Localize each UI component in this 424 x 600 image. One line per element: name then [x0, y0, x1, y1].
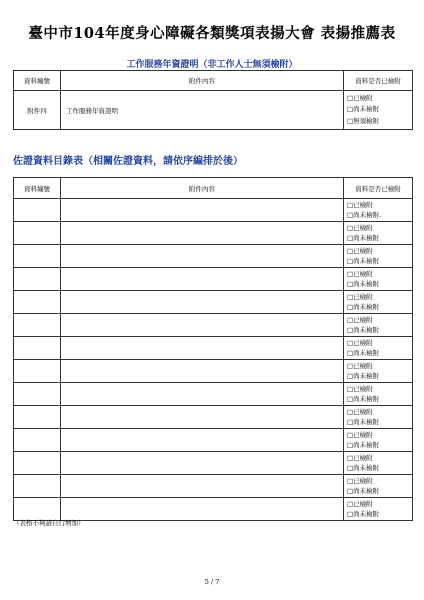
evidence-id-cell[interactable]	[14, 337, 61, 360]
table-row	[14, 245, 413, 268]
section-work-proof-title: 工作服務年資證明（非工作人士無須檢附）	[126, 60, 298, 70]
table-row	[14, 337, 413, 360]
evidence-content-cell[interactable]	[61, 268, 344, 291]
evidence-content-cell[interactable]	[61, 360, 344, 383]
evidence-content-cell[interactable]	[61, 429, 344, 452]
checkbox-not-attached[interactable]: □尚未檢附	[347, 418, 380, 426]
evidence-checks	[344, 452, 413, 475]
table-row	[14, 91, 413, 130]
evidence-id-cell[interactable]	[14, 360, 61, 383]
evidence-id-cell[interactable]	[14, 406, 61, 429]
header-id: 資料編號	[14, 71, 61, 91]
evidence-id-cell[interactable]	[14, 245, 61, 268]
attachment-content: 工作服務年資證明	[61, 91, 344, 130]
evidence-table	[13, 177, 413, 521]
evidence-checks	[344, 268, 413, 291]
checkbox-not-attached[interactable]: □尚未檢附	[347, 257, 380, 265]
header-content: 附件內容	[61, 178, 344, 199]
evidence-content-cell[interactable]	[61, 291, 344, 314]
checkbox-not-attached[interactable]: □尚未檢附	[347, 372, 380, 380]
page-title: 臺中市104年度身心障礙各類獎項表揚大會 表揚推薦表	[28, 25, 396, 42]
table-row	[14, 314, 413, 337]
evidence-id-cell[interactable]	[14, 268, 61, 291]
checkbox-attached[interactable]: □已檢附	[347, 292, 373, 301]
evidence-checks	[344, 245, 413, 268]
evidence-content-cell[interactable]	[61, 337, 344, 360]
checkbox-attached[interactable]: □已檢附	[347, 361, 373, 370]
evidence-checks	[344, 475, 413, 498]
evidence-content-cell[interactable]	[61, 314, 344, 337]
evidence-content-cell[interactable]	[61, 475, 344, 498]
table-row	[14, 383, 413, 406]
table-row	[14, 452, 413, 475]
table-row	[14, 291, 413, 314]
checkbox-not-attached[interactable]: □尚未檢附	[347, 326, 380, 334]
table-row	[14, 475, 413, 498]
evidence-checks	[344, 199, 413, 222]
evidence-id-cell[interactable]	[14, 222, 61, 245]
evidence-id-cell[interactable]	[14, 429, 61, 452]
table-row	[14, 199, 413, 222]
checkbox-not-required[interactable]: □無須檢附	[347, 116, 380, 125]
evidence-content-cell[interactable]	[61, 383, 344, 406]
checkbox-not-attached[interactable]: □尚未檢附	[347, 105, 380, 114]
checkbox-attached[interactable]: □已檢附	[347, 453, 373, 462]
evidence-checks	[344, 429, 413, 452]
table-row	[14, 406, 413, 429]
checkbox-not-attached[interactable]: □尚未檢附	[347, 280, 380, 288]
checkbox-not-attached[interactable]: □尚未檢附	[347, 395, 380, 403]
checkbox-attached[interactable]: □已檢附	[347, 338, 373, 347]
evidence-id-cell[interactable]	[14, 291, 61, 314]
checkbox-not-attached[interactable]: □尚未檢附	[347, 349, 380, 357]
table-note: （表格不夠請自行增加）	[13, 519, 85, 527]
evidence-content-cell[interactable]	[61, 245, 344, 268]
checkbox-not-attached[interactable]: □尚未檢附	[347, 464, 380, 472]
checkbox-not-attached[interactable]: □尚未檢附	[347, 234, 380, 242]
checkbox-attached[interactable]: □已檢附	[347, 476, 373, 485]
evidence-content-cell[interactable]	[61, 199, 344, 222]
table-header-row	[14, 71, 413, 91]
evidence-id-cell[interactable]	[14, 475, 61, 498]
evidence-checks	[344, 498, 413, 521]
evidence-content-cell[interactable]	[61, 406, 344, 429]
evidence-checks	[344, 314, 413, 337]
checkbox-attached[interactable]: □已檢附	[347, 246, 373, 255]
checkbox-not-attached[interactable]: □尚未檢附.	[347, 211, 382, 219]
evidence-checks	[344, 360, 413, 383]
checkbox-attached[interactable]: □已檢附	[347, 430, 373, 439]
page-number: 5 / 7	[204, 578, 220, 586]
checkbox-attached[interactable]: □已檢附	[347, 269, 373, 278]
evidence-checks	[344, 383, 413, 406]
header-attached: 資料是否已檢附	[344, 71, 413, 91]
table-header-row	[14, 178, 413, 199]
attachment-checks	[344, 91, 413, 130]
attachment-id: 附件四	[14, 91, 61, 130]
checkbox-not-attached[interactable]: □尚未檢附	[347, 487, 380, 495]
checkbox-attached[interactable]: □已檢附	[347, 223, 373, 232]
table-row	[14, 222, 413, 245]
evidence-content-cell[interactable]	[61, 452, 344, 475]
checkbox-attached[interactable]: □已檢附	[347, 499, 373, 508]
checkbox-attached[interactable]: □已檢附	[347, 93, 373, 102]
evidence-id-cell[interactable]	[14, 314, 61, 337]
work-proof-table	[13, 70, 413, 130]
evidence-checks	[344, 406, 413, 429]
checkbox-attached[interactable]: □已檢附	[347, 315, 373, 324]
evidence-id-cell[interactable]	[14, 383, 61, 406]
checkbox-not-attached[interactable]: □尚未檢附	[347, 303, 380, 311]
evidence-checks	[344, 337, 413, 360]
checkbox-not-attached[interactable]: □尚未檢附	[347, 441, 380, 449]
header-attached: 資料是否已檢附	[344, 178, 413, 199]
table-row	[14, 360, 413, 383]
evidence-checks	[344, 222, 413, 245]
evidence-checks	[344, 291, 413, 314]
evidence-id-cell[interactable]	[14, 199, 61, 222]
checkbox-attached[interactable]: □已檢附	[347, 200, 373, 209]
evidence-content-cell[interactable]	[61, 222, 344, 245]
checkbox-attached[interactable]: □已檢附	[347, 407, 373, 416]
header-id: 資料編號	[14, 178, 61, 199]
table-row	[14, 429, 413, 452]
evidence-content-cell[interactable]	[61, 498, 344, 521]
section-evidence-title: 佐證資料目錄表（相關佐證資料，請依序編排於後）	[13, 156, 243, 167]
checkbox-attached[interactable]: □已檢附	[347, 384, 373, 393]
checkbox-not-attached[interactable]: □尚未檢附	[347, 510, 380, 518]
table-row	[14, 268, 413, 291]
evidence-id-cell[interactable]	[14, 452, 61, 475]
header-content: 附件內容	[61, 71, 344, 91]
